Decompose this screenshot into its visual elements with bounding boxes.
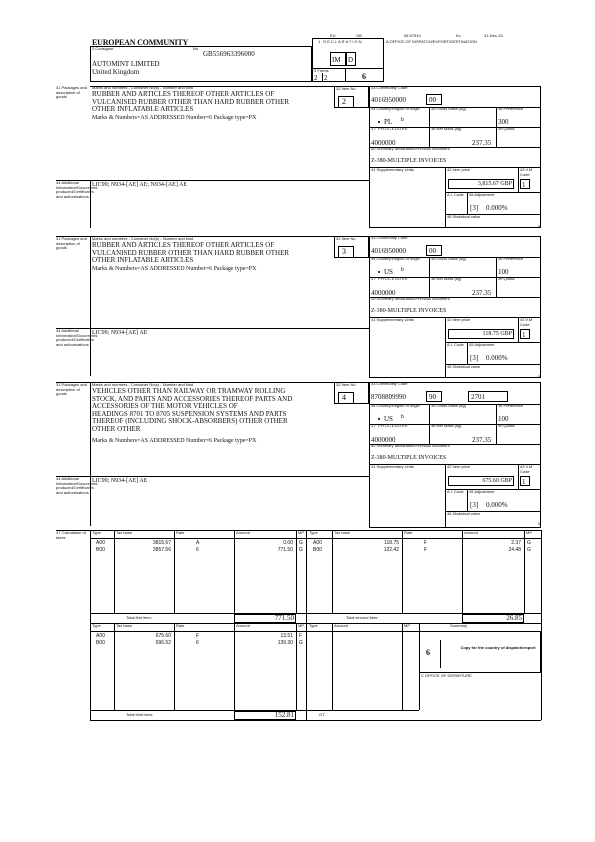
adjustment-label-1: 45 Adjustment [469,192,495,197]
consignor-name: AUTOMINT LIMITED [92,60,160,68]
supp-units-label-2: 41 Supplementary Units [371,317,414,322]
top-code-2: GB [356,33,362,38]
packages-label-1: 31 Packages and description of goods [56,85,87,100]
tax2-row2-base: 122.42 [383,547,399,553]
marks-numbers-1: Marks & Numbers=AS ADDRESSED Number=6 Package type=PX [92,115,257,121]
consignor-no-label: No [193,46,199,51]
office-label: A OFFICE OF DISPATCH/EXPORT/DESTINATION [386,39,477,44]
tax3-row2-mp: G [299,640,303,646]
commodity-code-label-2: 33 Commodity Code [371,235,408,240]
forms-value-1: 2 [314,74,318,82]
origin-label-1: 34 Country/Region of origin [371,106,420,111]
adjustment-2: 0.000% [486,354,508,362]
origin-2: US [378,268,393,276]
tax2-row2-type: B00 [313,547,322,553]
item-price-2: 118.75 GBP [482,331,512,337]
tax2-row2-rate: F [424,547,428,553]
tax2-row1-rate: F [424,540,428,546]
tax3-row2-amount: 139.30 [277,640,293,646]
tax-amount-header-3: Amount [236,623,250,628]
procedure-label-1: 37 PROCEDURE [371,126,409,131]
tax-type-header-1: Type [92,530,101,535]
tax2-row2-amount: 24.48 [508,547,521,553]
tax1-row2-amount: 771.50 [277,547,293,553]
vm-code-label-2: 43 V.M Code [520,317,533,327]
tax3-row2-rate: 6 [196,640,199,646]
office-departure-label: C OFFICE OF DEPARTURE [421,673,472,678]
tax-base-header-1: Tax base [116,530,133,535]
procedure-label-2: 37 PROCEDURE [371,276,409,281]
preference-label-2: 36 Preference [498,256,524,261]
quota-label-1: 39 Quota [498,126,515,131]
vm-code-label-1: 43 V.M Code [520,167,533,177]
summary-decl-label-2: 40 Summary declaration/Previous document [371,296,450,301]
summary-decl-label-3: 40 Summary declaration/Previous document [371,443,450,448]
tax2-row2-mp: G [527,547,531,553]
tax3-row2-base: 696.52 [155,640,171,646]
tax3-row1-mp: F [299,633,303,639]
summary-decl-2: Z-380-MULTIPLE INVOICES [371,308,447,314]
gt-label: GT [319,712,325,717]
additional-info-2: LIC99; N934-[AE] AE [92,330,148,336]
tax1-row2-rate: 6 [196,547,199,553]
statistical-label-1: 46 Statistical value [447,214,481,219]
page-title: EUROPEAN COMMUNITY [92,38,189,47]
procedure-3: 4000000 [371,436,396,444]
tax2-row1-mp: G [527,540,531,546]
marks-label-3: Marks and numbers - Container No(s) - Number and kind [92,382,194,387]
declaration-label: 1 DECLARATION [318,39,363,44]
top-code-1: EU [330,33,336,38]
gross-mass-label-3: 35 Gross Mass (kg) [431,403,466,408]
item-count: 6 [362,72,366,81]
adjustment-label-2: 45 Adjustment [469,342,495,347]
procedure-2: 4000000 [371,289,396,297]
vm-code-1: 1 [522,181,526,189]
supp-units-label-1: 41 Supplementary Units [371,167,414,172]
tax-mp-header-1: MP [298,530,304,535]
tax1-row2-base: 3857.56 [152,547,171,553]
tax-mp-header-2: MP [526,530,532,535]
total-first-value: 771.50 [274,614,294,622]
marks-numbers-3: Marks & Numbers=AS ADDRESSED Number=6 Package type=PX [92,438,257,444]
tax2-row1-base: 118.75 [384,540,399,546]
marks-label-2: Marks and numbers - Container No(s) - Number and kind [92,236,194,241]
quota-label-3: 39 Quota [498,423,515,428]
vm-code-2: 1 [522,331,526,339]
item-no-label-3: 32 Item No [336,382,356,387]
statistical-value-2: 0 [537,374,540,379]
gross-mass-1: 300 [498,118,509,126]
tax-type-header-2: Type [309,530,318,535]
total-third-value: 152.81 [274,711,294,719]
tax-mp-header-4: MP [404,623,410,628]
gross-mass-2: 100 [498,268,509,276]
tax1-row1-base: 3815.67 [152,540,171,546]
commodity-extra-3: 2701 [471,393,485,401]
net-mass-1: 237.35 [472,139,492,147]
statistical-value-3: 0 [537,521,540,526]
preference-label-1: 36 Preference [498,106,524,111]
summary-decl-3: Z-380-MULTIPLE INVOICES [371,455,447,461]
adjustment-code-2: [3] [470,354,479,362]
item-price-label-2: 42 Item price [447,317,471,322]
calc-taxes-label: 47 Calculation of taxes [56,530,86,540]
adjustment-label-3: 45 Adjustment [469,489,495,494]
adjustment-code-1: [3] [470,204,479,212]
ai-code-label-2: A.I. Code [447,342,464,347]
consignor-country: United Kingdom [92,68,140,76]
origin-suffix-2: b [401,267,404,273]
goods-description-2: RUBBER AND ARTICLES THEREOF OTHER ARTICLES OF VULCANISED RUBBER OTHER THAN HARD RUBBER OTHER OTHER INFLATABLE ARTICLES [92,241,290,265]
tax-mp-header-3: MP [298,623,304,628]
net-mass-label-2: 38 Net Mass (kg) [431,276,462,281]
tax-base-header-3: Tax base [116,623,133,628]
statistical-label-3: 46 Statistical value [447,511,481,516]
copy-note: Copy for the country of dispatch/export [460,645,536,650]
item-no-3: 4 [342,393,346,402]
net-mass-label-3: 38 Net Mass (kg) [431,423,462,428]
tax2-row1-type: A00 [313,540,322,546]
origin-label-3: 34 Country/Region of origin [371,403,420,408]
goods-description-3: VEHICLES OTHER THAN RAILWAY OR TRAMWAY ROLLING STOCK, AND PARTS AND ACCESSORIES THEREOF PARTS AND ACCESSORIES OF THE MOTOR VEHICLES OF HEADINGS 8701 TO 8705 SUSPENSION SYSTEMS AND PARTS THEREOF (INCLUDING SHOCK-ABSORBERS) OTHER OTHER OTHER OTHER [92,387,293,433]
origin-1: PL [378,118,392,126]
procedure-label-3: 37 PROCEDURE [371,423,409,428]
tax-amount-header-4: Amount [334,623,348,628]
top-code-3: 08 57510 [404,33,421,38]
total-first-label: Total first item: [126,615,152,620]
tax1-row1-rate: A [196,540,200,546]
item-price-3: 675.60 GBP [482,478,512,484]
tax-amount-header-1: Amount [236,530,250,535]
vm-code-label-3: 43 V.M Code [520,464,533,474]
statistical-value-1: 0 [537,224,540,229]
item-price-label-1: 42 Item price [447,167,471,172]
commodity-code-2: 4016950000 [371,247,406,255]
tax1-row1-mp: G [299,540,303,546]
tax-amount-header-2: Amount [464,530,478,535]
goods-description-1: RUBBER AND ARTICLES THEREOF OTHER ARTICLES OF VULCANISED RUBBER OTHER THAN HARD RUBBER OTHER OTHER INFLATABLE ARTICLES [92,90,290,114]
gross-mass-label-1: 35 Gross Mass (kg) [431,106,466,111]
tax1-row2-type: B00 [96,547,105,553]
tax-type-header-4: Type [309,623,318,628]
decl-code-2: D [348,56,354,64]
tax3-row1-amount: 13.51 [280,633,293,639]
origin-suffix-3: b [401,414,404,420]
tax1-row1-amount: 0.00 [283,540,293,546]
tax-type-header-3: Type [92,623,101,628]
item-no-label-1: 32 Item No [336,86,356,91]
procedure-1: 4000000 [371,139,396,147]
origin-3: US [378,415,393,423]
summary-value: 6 [426,648,430,657]
packages-label-3: 31 Packages and description of goods [56,382,87,397]
top-code-5: 31-Dec-25 [484,33,503,38]
ai-code-label-1: A.I. Code [447,192,464,197]
vm-code-3: 1 [522,478,526,486]
item-no-1: 2 [342,97,346,106]
adjustment-code-3: [3] [470,501,479,509]
adjustment-3: 0.000% [486,501,508,509]
origin-suffix-1: b [401,117,404,123]
tax1-row1-type: A00 [96,540,105,546]
statistical-label-2: 46 Statistical value [447,364,481,369]
preference-label-3: 36 Preference [498,403,524,408]
commodity-code-3: 8708809990 [371,393,406,401]
tax3-row1-type: A00 [96,633,105,639]
additional-info-3: LIC99; N934-[AE] AE [92,478,148,484]
supp-units-label-3: 41 Supplementary Units [371,464,414,469]
gross-mass-label-2: 35 Gross Mass (kg) [431,256,466,261]
item-price-label-3: 42 Item price [447,464,471,469]
additional-info-label-3: 44 Additional Information/Documents produced/Certificates and authorisations [56,476,98,495]
tax3-row1-base: 675.60 [155,633,171,639]
ai-code-label-3: A.I. Code [447,489,464,494]
tax1-row2-mp: G [299,547,303,553]
marks-label-1: Marks and numbers - Container No(s) - Number and kind [92,85,194,90]
forms-value-2: 2 [324,74,328,82]
item-no-2: 3 [342,247,346,256]
tax3-row2-type: B00 [96,640,105,646]
commodity-code-label-3: 33 Commodity Code [371,381,408,386]
tax-rate-header-3: Rate [176,623,185,628]
adjustment-1: 0.000% [486,204,508,212]
summary-decl-1: Z-380-MULTIPLE INVOICES [371,158,447,164]
gross-mass-3: 100 [498,415,509,423]
net-mass-2: 237.35 [472,289,492,297]
tax3-row1-rate: F [196,633,200,639]
summary-decl-label-1: 40 Summary declaration/Previous document [371,146,450,151]
marks-numbers-2: Marks & Numbers=AS ADDRESSED Number=6 Package type=PX [92,266,257,272]
item-no-label-2: 32 Item No [336,236,356,241]
consignor-label: 2 Consignor [92,46,114,51]
commodity-suffix-2: 00 [429,247,436,255]
summary-box [419,631,541,673]
net-mass-label-1: 38 Net Mass (kg) [431,126,462,131]
commodity-code-1: 4016950000 [371,96,406,104]
commodity-suffix-3: 90 [429,393,436,401]
total-second-label: Total second item: [346,615,379,620]
top-code-4: Kv [456,33,461,38]
forms-label: 3 Forms [314,68,329,73]
commodity-code-label-1: 33 Commodity Code [371,85,408,90]
additional-info-label-2: 44 Additional Information/Documents produced/Certificates and authorisations [56,328,98,347]
total-third-label: Total third item: [126,712,154,717]
tax-rate-header-1: Rate [176,530,185,535]
net-mass-3: 237.35 [472,436,492,444]
additional-info-1: LIC99; N934-[AE] AE; N934-[AE] AE [92,182,187,188]
tax-rate-header-2: Rate [404,530,413,535]
additional-info-label-1: 44 Additional Information/Documents produced/Certificates and authorisations [56,180,98,199]
commodity-suffix-1: 00 [429,96,436,104]
total-second-value: 26.85 [506,614,522,622]
item-price-1: 3,815.67 GBP [477,181,512,187]
summary-header: Summary [450,623,468,628]
eori-number: GB556963396000 [203,50,255,58]
packages-label-2: 31 Packages and description of goods [56,236,87,251]
tax2-row1-amount: 2.37 [511,540,521,546]
origin-label-2: 34 Country/Region of origin [371,256,420,261]
decl-code-1: IM [332,56,341,64]
tax-base-header-2: Tax base [334,530,351,535]
quota-label-2: 39 Quota [498,276,515,281]
